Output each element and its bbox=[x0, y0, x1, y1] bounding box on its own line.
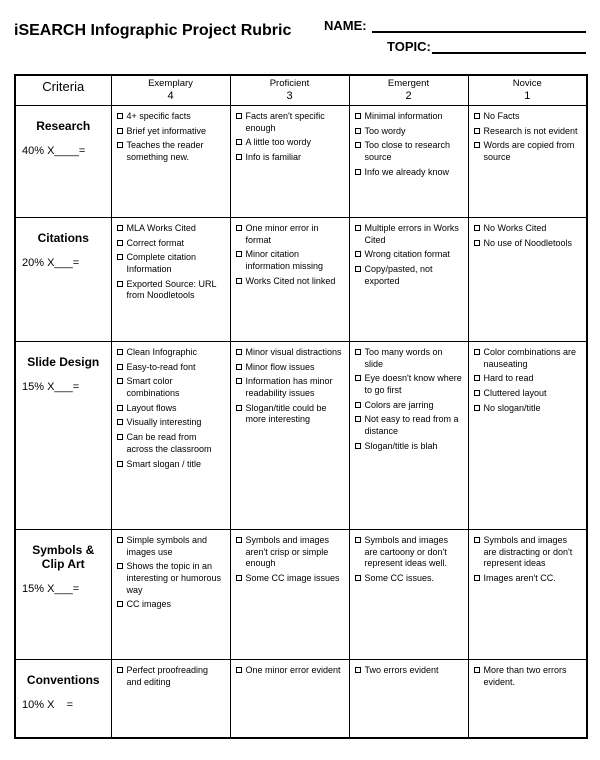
checklist-item bbox=[474, 347, 583, 370]
rubric-cell bbox=[349, 530, 468, 660]
level-score: 4 bbox=[167, 90, 174, 102]
checklist-item-text: Eye doesn't know where to go first bbox=[364, 373, 462, 396]
rubric-cell bbox=[349, 342, 468, 530]
checklist-item-text: Facts aren't specific enough bbox=[245, 111, 325, 133]
checklist-item-text: Hard to read bbox=[483, 373, 534, 384]
checklist-item bbox=[236, 347, 345, 359]
checklist-item-text: Slogan/title could be more interesting bbox=[245, 402, 327, 425]
level-score: 3 bbox=[286, 90, 293, 102]
checklist-item bbox=[117, 417, 226, 429]
criteria-cell bbox=[15, 218, 111, 342]
checkbox-icon bbox=[355, 375, 361, 381]
checklist-item bbox=[355, 111, 464, 123]
rubric-row-research bbox=[15, 106, 587, 218]
checklist-item bbox=[117, 279, 226, 302]
checkbox-icon bbox=[236, 364, 242, 370]
checklist-item bbox=[355, 140, 464, 163]
checkbox-icon bbox=[117, 113, 123, 119]
name-underline bbox=[372, 18, 586, 33]
rubric-row-slide-design bbox=[15, 342, 587, 530]
checklist-item-text: Colors are jarring bbox=[364, 399, 434, 410]
criteria-cell bbox=[15, 660, 111, 738]
checkbox-icon bbox=[117, 419, 123, 425]
checklist-item bbox=[236, 137, 345, 149]
checkbox-icon bbox=[236, 113, 242, 119]
table-header-row bbox=[15, 75, 587, 106]
checklist-item bbox=[474, 238, 583, 250]
checkbox-icon bbox=[355, 266, 361, 272]
checklist-item bbox=[236, 362, 345, 374]
criteria-name: Slide Design bbox=[27, 355, 100, 369]
rubric-cell bbox=[349, 106, 468, 218]
checklist-item bbox=[117, 459, 226, 471]
rubric-cell bbox=[111, 218, 230, 342]
checklist-item-text: Clean Infographic bbox=[126, 347, 198, 357]
checklist-item bbox=[355, 665, 464, 677]
checklist-item-text: Information has minor readability issues bbox=[245, 376, 333, 399]
rubric-cell bbox=[111, 530, 230, 660]
checklist-item bbox=[117, 252, 226, 275]
checklist-item bbox=[117, 126, 226, 138]
checkbox-icon bbox=[236, 575, 242, 581]
checklist-item-text: Minor flow issues bbox=[245, 361, 315, 372]
checklist-item bbox=[117, 432, 226, 455]
checklist-item bbox=[117, 665, 226, 688]
checkbox-icon bbox=[355, 416, 361, 422]
checkbox-icon bbox=[236, 139, 242, 145]
criteria-cell bbox=[15, 106, 111, 218]
rubric-cell bbox=[230, 660, 349, 738]
checkbox-icon bbox=[117, 128, 123, 134]
checkbox-icon bbox=[355, 128, 361, 134]
checklist-item bbox=[355, 347, 464, 370]
checklist-item bbox=[236, 535, 345, 570]
checklist-item-text: Slogan/title is blah bbox=[364, 440, 438, 451]
checklist-item bbox=[117, 362, 226, 374]
checklist-item bbox=[117, 599, 226, 611]
checklist-item bbox=[355, 535, 464, 570]
criteria-name: Research bbox=[36, 119, 91, 133]
checkbox-icon bbox=[236, 667, 242, 673]
checklist-item bbox=[355, 223, 464, 246]
checklist-item bbox=[236, 223, 345, 246]
checkbox-icon bbox=[355, 575, 361, 581]
checklist-item bbox=[117, 238, 226, 250]
checklist-item-text: A little too wordy bbox=[245, 137, 312, 148]
checklist-item bbox=[236, 376, 345, 399]
checkbox-icon bbox=[474, 537, 480, 543]
checkbox-icon bbox=[355, 113, 361, 119]
checklist-item bbox=[355, 573, 464, 585]
checkbox-icon bbox=[236, 405, 242, 411]
rubric-cell bbox=[111, 660, 230, 738]
checklist-item bbox=[474, 111, 583, 123]
checklist-item bbox=[236, 573, 345, 585]
checkbox-icon bbox=[355, 251, 361, 257]
checklist-item bbox=[474, 403, 583, 415]
checkbox-icon bbox=[355, 443, 361, 449]
checklist-item-text: Shows the topic in an interesting or humorous way bbox=[126, 561, 222, 595]
name-row bbox=[324, 18, 586, 33]
level-name: Emergent bbox=[387, 78, 430, 89]
checklist-item-text: Easy-to-read font bbox=[126, 361, 196, 372]
checkbox-icon bbox=[117, 563, 123, 569]
checkbox-icon bbox=[236, 537, 242, 543]
checklist-item bbox=[117, 347, 226, 359]
checklist-item-text: Some CC issues. bbox=[364, 573, 435, 584]
level-name: Novice bbox=[512, 78, 542, 89]
checkbox-icon bbox=[355, 142, 361, 148]
page-header bbox=[14, 18, 586, 60]
checklist-item bbox=[117, 561, 226, 596]
checkbox-icon bbox=[474, 375, 480, 381]
checklist-item-text: Too many words on slide bbox=[364, 347, 443, 369]
checklist-item bbox=[117, 403, 226, 415]
checklist-item-text: No Facts bbox=[483, 111, 520, 121]
checklist-item-text: Correct format bbox=[126, 237, 185, 248]
checkbox-icon bbox=[236, 349, 242, 355]
checklist-item bbox=[236, 276, 345, 288]
rubric-row-symbols-clip-art bbox=[15, 530, 587, 660]
checklist-item-text: Symbols and images are distracting or don't represent ideas bbox=[483, 535, 573, 569]
page-title: iSEARCH Infographic Project Rubric bbox=[14, 22, 292, 39]
checkbox-icon bbox=[117, 601, 123, 607]
checklist-item-text: No use of Noodletools bbox=[483, 237, 573, 248]
topic-underline bbox=[432, 39, 586, 54]
column-header-novice bbox=[468, 75, 587, 106]
checklist-item-text: One minor error evident bbox=[245, 665, 341, 675]
checklist-item-text: Not easy to read from a distance bbox=[364, 414, 459, 437]
rubric-cell bbox=[468, 660, 587, 738]
checklist-item bbox=[474, 126, 583, 138]
rubric-cell bbox=[230, 530, 349, 660]
checkbox-icon bbox=[117, 461, 123, 467]
rubric-cell bbox=[230, 106, 349, 218]
checklist-item bbox=[355, 441, 464, 453]
checklist-item-text: Complete citation Information bbox=[126, 252, 197, 275]
rubric-cell bbox=[230, 218, 349, 342]
checklist-item-text: Too wordy bbox=[364, 125, 406, 136]
checklist-item bbox=[474, 140, 583, 163]
checklist-item bbox=[355, 264, 464, 287]
checkbox-icon bbox=[236, 225, 242, 231]
checklist-item-text: Smart color combinations bbox=[126, 376, 180, 399]
rubric-cell bbox=[349, 218, 468, 342]
checklist-item-text: One minor error in format bbox=[245, 223, 319, 245]
rubric-cell bbox=[111, 106, 230, 218]
checklist-item bbox=[355, 249, 464, 261]
name-label: NAME: bbox=[324, 18, 367, 33]
checklist-item-text: Multiple errors in Works Cited bbox=[364, 223, 459, 245]
checklist-item-text: More than two errors evident. bbox=[483, 665, 567, 687]
checkbox-icon bbox=[355, 667, 361, 673]
name-topic-block bbox=[324, 18, 586, 60]
checklist-item bbox=[474, 373, 583, 385]
rubric-cell bbox=[111, 342, 230, 530]
checklist-item-text: Info we already know bbox=[364, 166, 450, 177]
checklist-item bbox=[236, 665, 345, 677]
checklist-item-text: Wrong citation format bbox=[364, 249, 450, 260]
checkbox-icon bbox=[236, 378, 242, 384]
checkbox-icon bbox=[117, 225, 123, 231]
checklist-item-text: 4+ specific facts bbox=[126, 111, 191, 121]
column-header-emergent bbox=[349, 75, 468, 106]
criteria-weight: 10% X = bbox=[22, 698, 74, 711]
checkbox-icon bbox=[117, 142, 123, 148]
checklist-item-text: Minor citation information missing bbox=[245, 249, 324, 272]
checkbox-icon bbox=[474, 667, 480, 673]
checkbox-icon bbox=[117, 240, 123, 246]
checklist-item-text: Symbols and images are cartoony or don't represent ideas well. bbox=[364, 535, 449, 569]
rubric-cell bbox=[468, 218, 587, 342]
checkbox-icon bbox=[355, 225, 361, 231]
checklist-item-text: Symbols and images aren't crisp or simple enough bbox=[245, 535, 330, 569]
checkbox-icon bbox=[117, 254, 123, 260]
checkbox-icon bbox=[474, 240, 480, 246]
checklist-item bbox=[236, 403, 345, 426]
checklist-item-text: Works Cited not linked bbox=[245, 275, 336, 286]
rubric-cell bbox=[230, 342, 349, 530]
checkbox-icon bbox=[236, 154, 242, 160]
checklist-item bbox=[117, 223, 226, 235]
checklist-item-text: Smart slogan / title bbox=[126, 458, 202, 469]
checkbox-icon bbox=[117, 434, 123, 440]
criteria-name: Conventions bbox=[26, 673, 100, 687]
checklist-item bbox=[236, 111, 345, 134]
column-header-proficient bbox=[230, 75, 349, 106]
checklist-item-text: CC images bbox=[126, 599, 172, 610]
checkbox-icon bbox=[355, 402, 361, 408]
checklist-item-text: Research is not evident bbox=[483, 125, 578, 136]
checklist-item bbox=[236, 152, 345, 164]
checkbox-icon bbox=[355, 349, 361, 355]
checklist-item-text: Minimal information bbox=[364, 111, 443, 121]
level-name: Proficient bbox=[269, 78, 310, 89]
criteria-weight: 15% X___= bbox=[22, 582, 80, 595]
rubric-cell bbox=[468, 106, 587, 218]
checkbox-icon bbox=[474, 225, 480, 231]
checklist-item bbox=[117, 111, 226, 123]
checkbox-icon bbox=[474, 142, 480, 148]
checklist-item-text: Brief yet informative bbox=[126, 125, 207, 136]
checklist-item-text: Copy/pasted, not exported bbox=[364, 264, 433, 286]
checklist-item bbox=[474, 665, 583, 688]
checkbox-icon bbox=[117, 537, 123, 543]
checklist-item-text: Some CC image issues bbox=[245, 573, 340, 584]
checklist-item bbox=[117, 376, 226, 399]
checklist-item-text: Layout flows bbox=[126, 402, 177, 413]
checkbox-icon bbox=[236, 278, 242, 284]
criteria-weight: 40% X____= bbox=[22, 144, 86, 157]
rubric-row-citations bbox=[15, 218, 587, 342]
checkbox-icon bbox=[474, 128, 480, 134]
rubric-table bbox=[14, 74, 588, 739]
criteria-weight: 15% X___= bbox=[22, 380, 80, 393]
checkbox-icon bbox=[117, 378, 123, 384]
checklist-item bbox=[355, 167, 464, 179]
checklist-item-text: Exported Source: URL from Noodletools bbox=[126, 278, 217, 301]
topic-row bbox=[324, 39, 586, 54]
checklist-item-text: Two errors evident bbox=[364, 665, 439, 675]
checklist-item bbox=[474, 223, 583, 235]
topic-label: TOPIC: bbox=[387, 39, 431, 54]
criteria-cell bbox=[15, 342, 111, 530]
checklist-item-text: Info is familiar bbox=[245, 152, 302, 163]
checklist-item-text: No slogan/title bbox=[483, 402, 541, 413]
criteria-name: Symbols & Clip Art bbox=[32, 543, 95, 571]
checklist-item bbox=[117, 140, 226, 163]
checklist-item bbox=[355, 373, 464, 396]
checklist-item-text: Cluttered layout bbox=[483, 388, 547, 399]
checklist-item-text: No Works Cited bbox=[483, 223, 547, 233]
checkbox-icon bbox=[117, 364, 123, 370]
checkbox-icon bbox=[117, 405, 123, 411]
checkbox-icon bbox=[474, 405, 480, 411]
checkbox-icon bbox=[474, 390, 480, 396]
column-header-exemplary bbox=[111, 75, 230, 106]
criteria-weight: 20% X___= bbox=[22, 256, 80, 269]
checklist-item-text: Can be read from across the classroom bbox=[126, 432, 212, 454]
rubric-row-conventions bbox=[15, 660, 587, 738]
checkbox-icon bbox=[117, 281, 123, 287]
checklist-item-text: Images aren't CC. bbox=[483, 573, 556, 584]
checklist-item-text: Too close to research source bbox=[364, 140, 451, 163]
checklist-item bbox=[355, 400, 464, 412]
level-name: Exemplary bbox=[148, 78, 193, 89]
checkbox-icon bbox=[236, 251, 242, 257]
level-score: 1 bbox=[524, 90, 531, 102]
checklist-item-text: Visually interesting bbox=[126, 417, 202, 428]
rubric-cell bbox=[468, 342, 587, 530]
checklist-item bbox=[474, 573, 583, 585]
checkbox-icon bbox=[117, 667, 123, 673]
checklist-item-text: Color combinations are nauseating bbox=[483, 347, 577, 369]
rubric-cell bbox=[349, 660, 468, 738]
rubric-cell bbox=[468, 530, 587, 660]
criteria-column-header: Criteria bbox=[15, 75, 111, 106]
checklist-item bbox=[474, 535, 583, 570]
checklist-item-text: Words are copied from source bbox=[483, 140, 575, 163]
checklist-item-text: Simple symbols and images use bbox=[126, 535, 208, 557]
checklist-item bbox=[236, 249, 345, 272]
checklist-item bbox=[355, 414, 464, 437]
checkbox-icon bbox=[355, 537, 361, 543]
checkbox-icon bbox=[355, 169, 361, 175]
checkbox-icon bbox=[474, 349, 480, 355]
criteria-name: Citations bbox=[37, 231, 89, 245]
criteria-cell bbox=[15, 530, 111, 660]
checklist-item bbox=[474, 388, 583, 400]
checklist-item-text: Teaches the reader something new. bbox=[126, 140, 204, 163]
checklist-item-text: Perfect proofreading and editing bbox=[126, 665, 209, 687]
checklist-item-text: MLA Works Cited bbox=[126, 223, 196, 233]
checklist-item bbox=[355, 126, 464, 138]
checkbox-icon bbox=[474, 575, 480, 581]
level-score: 2 bbox=[405, 90, 412, 102]
checkbox-icon bbox=[474, 113, 480, 119]
checklist-item-text: Minor visual distractions bbox=[245, 347, 342, 357]
checklist-item bbox=[117, 535, 226, 558]
checkbox-icon bbox=[117, 349, 123, 355]
